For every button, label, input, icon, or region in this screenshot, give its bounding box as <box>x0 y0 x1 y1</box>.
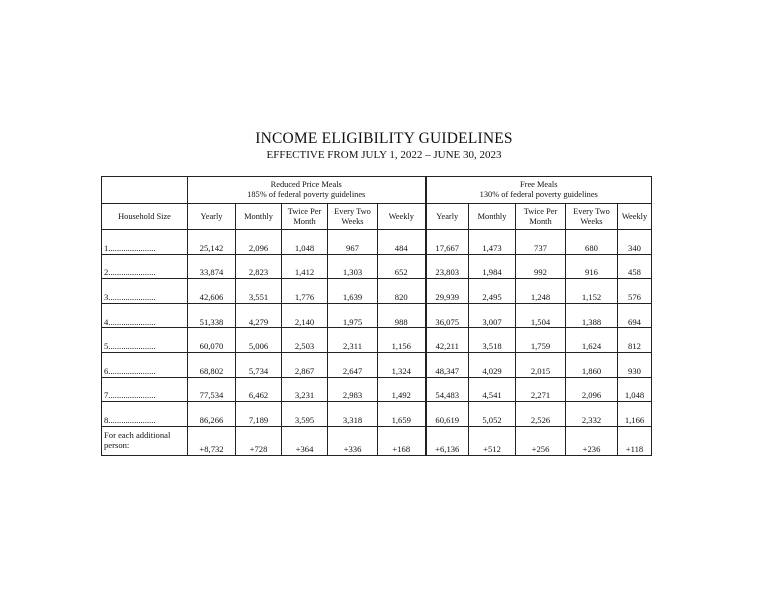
reduced-value-cell: 1,156 <box>378 328 426 353</box>
reduced-value-cell: 1,776 <box>282 279 328 304</box>
table-row <box>102 230 652 255</box>
free-value-cell: 4,029 <box>469 352 516 377</box>
free-additional-cell: +118 <box>618 426 652 455</box>
reduced-value-cell: 68,802 <box>188 352 236 377</box>
free-value-cell: 930 <box>618 352 652 377</box>
reduced-value-cell: 2,311 <box>328 328 378 353</box>
column-header: Weekly <box>378 204 426 230</box>
free-value-cell: 916 <box>566 254 618 279</box>
free-value-cell: 2,332 <box>566 402 618 427</box>
free-value-cell: 458 <box>618 254 652 279</box>
reduced-value-cell: 1,412 <box>282 254 328 279</box>
reduced-value-cell: 2,503 <box>282 328 328 353</box>
reduced-value-cell: 2,140 <box>282 303 328 328</box>
table-row <box>102 328 652 353</box>
reduced-value-cell: 1,492 <box>378 377 426 402</box>
free-additional-cell: +256 <box>516 426 566 455</box>
group-header-free <box>426 177 652 204</box>
reduced-additional-cell: +336 <box>328 426 378 455</box>
reduced-value-cell: 7,189 <box>236 402 282 427</box>
reduced-value-cell: 2,823 <box>236 254 282 279</box>
free-value-cell: 576 <box>618 279 652 304</box>
reduced-value-cell: 2,096 <box>236 230 282 255</box>
reduced-additional-cell: +168 <box>378 426 426 455</box>
table-row <box>102 377 652 402</box>
reduced-value-cell: 484 <box>378 230 426 255</box>
reduced-value-cell: 2,867 <box>282 352 328 377</box>
table-row <box>102 402 652 427</box>
reduced-value-cell: 820 <box>378 279 426 304</box>
reduced-value-cell: 3,231 <box>282 377 328 402</box>
household-size-header: Household Size <box>102 204 188 230</box>
reduced-value-cell: 1,048 <box>282 230 328 255</box>
free-value-cell: 36,075 <box>426 303 469 328</box>
reduced-value-cell: 2,647 <box>328 352 378 377</box>
reduced-value-cell: 5,006 <box>236 328 282 353</box>
group-header-reduced <box>188 177 426 204</box>
column-header: Twice Per Month <box>282 204 328 230</box>
table-row <box>102 279 652 304</box>
group-name: Free Meals <box>520 180 558 190</box>
free-value-cell: 737 <box>516 230 566 255</box>
reduced-additional-cell: +728 <box>236 426 282 455</box>
reduced-value-cell: 652 <box>378 254 426 279</box>
free-value-cell: 4,541 <box>469 377 516 402</box>
reduced-value-cell: 1,659 <box>378 402 426 427</box>
table-row <box>102 254 652 279</box>
free-value-cell: 3,007 <box>469 303 516 328</box>
household-size-cell: 2...................... <box>102 254 188 279</box>
reduced-value-cell: 77,534 <box>188 377 236 402</box>
column-header: Monthly <box>236 204 282 230</box>
reduced-value-cell: 988 <box>378 303 426 328</box>
column-header: Yearly <box>188 204 236 230</box>
free-value-cell: 2,271 <box>516 377 566 402</box>
household-size-cell: 7...................... <box>102 377 188 402</box>
column-header: Every Two Weeks <box>328 204 378 230</box>
free-value-cell: 1,860 <box>566 352 618 377</box>
free-additional-cell: +512 <box>469 426 516 455</box>
free-value-cell: 1,048 <box>618 377 652 402</box>
household-size-cell: 8...................... <box>102 402 188 427</box>
free-value-cell: 1,624 <box>566 328 618 353</box>
free-value-cell: 3,518 <box>469 328 516 353</box>
reduced-value-cell: 6,462 <box>236 377 282 402</box>
reduced-value-cell: 1,303 <box>328 254 378 279</box>
column-header: Weekly <box>618 204 652 230</box>
reduced-value-cell: 3,595 <box>282 402 328 427</box>
table-row <box>102 303 652 328</box>
free-value-cell: 2,015 <box>516 352 566 377</box>
free-value-cell: 2,526 <box>516 402 566 427</box>
reduced-value-cell: 2,983 <box>328 377 378 402</box>
household-size-cell: 3...................... <box>102 279 188 304</box>
free-value-cell: 340 <box>618 230 652 255</box>
reduced-value-cell: 1,639 <box>328 279 378 304</box>
free-value-cell: 1,504 <box>516 303 566 328</box>
reduced-value-cell: 1,975 <box>328 303 378 328</box>
group-note: 130% of federal poverty guidelines <box>479 190 598 199</box>
reduced-value-cell: 4,279 <box>236 303 282 328</box>
reduced-value-cell: 967 <box>328 230 378 255</box>
column-header: Every Two Weeks <box>566 204 618 230</box>
free-value-cell: 42,211 <box>426 328 469 353</box>
free-value-cell: 2,495 <box>469 279 516 304</box>
additional-person-label: For each additional person: <box>102 426 188 455</box>
column-header: Twice Per Month <box>516 204 566 230</box>
table-row <box>102 352 652 377</box>
free-value-cell: 23,803 <box>426 254 469 279</box>
reduced-value-cell: 42,606 <box>188 279 236 304</box>
free-value-cell: 60,619 <box>426 402 469 427</box>
group-note: 185% of federal poverty guidelines <box>247 190 366 199</box>
reduced-additional-cell: +8,732 <box>188 426 236 455</box>
reduced-additional-cell: +364 <box>282 426 328 455</box>
free-value-cell: 1,166 <box>618 402 652 427</box>
document-title: INCOME ELIGIBILITY GUIDELINES <box>255 130 513 147</box>
free-value-cell: 1,152 <box>566 279 618 304</box>
free-value-cell: 29,939 <box>426 279 469 304</box>
free-value-cell: 2,096 <box>566 377 618 402</box>
household-size-cell: 4...................... <box>102 303 188 328</box>
reduced-value-cell: 3,318 <box>328 402 378 427</box>
reduced-value-cell: 51,338 <box>188 303 236 328</box>
blank-header-cell <box>102 177 188 204</box>
column-header: Monthly <box>469 204 516 230</box>
reduced-value-cell: 3,551 <box>236 279 282 304</box>
free-value-cell: 48,347 <box>426 352 469 377</box>
free-value-cell: 992 <box>516 254 566 279</box>
reduced-value-cell: 60,070 <box>188 328 236 353</box>
free-value-cell: 1,473 <box>469 230 516 255</box>
free-value-cell: 54,483 <box>426 377 469 402</box>
free-value-cell: 680 <box>566 230 618 255</box>
household-size-cell: 1...................... <box>102 230 188 255</box>
free-additional-cell: +6,136 <box>426 426 469 455</box>
free-value-cell: 694 <box>618 303 652 328</box>
household-size-cell: 5...................... <box>102 328 188 353</box>
reduced-value-cell: 5,734 <box>236 352 282 377</box>
free-value-cell: 812 <box>618 328 652 353</box>
reduced-value-cell: 1,324 <box>378 352 426 377</box>
reduced-value-cell: 25,142 <box>188 230 236 255</box>
reduced-value-cell: 33,874 <box>188 254 236 279</box>
free-value-cell: 5,052 <box>469 402 516 427</box>
free-value-cell: 1,984 <box>469 254 516 279</box>
group-name: Reduced Price Meals <box>270 180 342 190</box>
free-value-cell: 1,759 <box>516 328 566 353</box>
document-subtitle: EFFECTIVE FROM JULY 1, 2022 – JUNE 30, 2023 <box>266 149 502 161</box>
household-size-cell: 6...................... <box>102 352 188 377</box>
reduced-value-cell: 86,266 <box>188 402 236 427</box>
free-value-cell: 1,388 <box>566 303 618 328</box>
free-value-cell: 1,248 <box>516 279 566 304</box>
income-eligibility-table <box>101 176 652 456</box>
free-additional-cell: +236 <box>566 426 618 455</box>
column-header: Yearly <box>426 204 469 230</box>
free-value-cell: 17,667 <box>426 230 469 255</box>
additional-person-row <box>102 426 652 455</box>
